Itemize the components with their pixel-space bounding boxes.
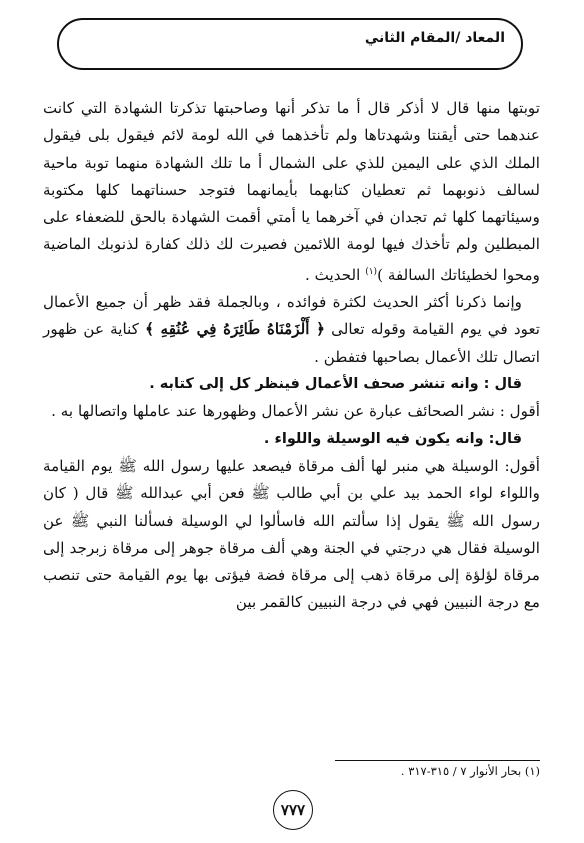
page-number: ٧٧٧ [273, 790, 313, 830]
header-frame [57, 18, 523, 70]
body-text [43, 95, 540, 617]
paragraph-1-text: توبتها منها قال لا أذكر قال أ ما تذكر أنها وصاحبتها تذكرتا الشهادة التي كانت عندهما حتى أيقنتا وشهدتاها ولم تأخذهما في الله لومة لائم فيقول بلى فيقول الملك الذي على اليمين للذي على الشمال أ ما تلك الشهادة منهما توبة ماحية لسالف ذنوبهما ثم تعطيان كتابهما بأيمانهما فتوجد حسناتهما كلها مكتوبة وسيئاتهما كلها ثم تجدان في آخرهما يا أمتي أقمت الشهادة بالحق للضعفاء على المبطلين ولم تأخذك فيها لومة اللائمين فصيرت لك ذلك كفارة لذنوبك الماضية ومحوا لخطيئاتك السالفة ) [43, 99, 540, 284]
statement-2: قال: وانه يكون فيه الوسيلة واللواء . [263, 430, 522, 447]
paragraph-2-text-a: وإنما ذكرنا أكثر الحديث لكثرة فوائده ، وبالجملة فقد ظهر أن جميع الأعمال تعود في يوم القيامة وقوله تعالى [43, 293, 540, 339]
footnote-marker: (١) [365, 266, 378, 277]
footnote-divider [335, 760, 540, 761]
quran-verse: ﴿ أَلْزَمْنَاهُ طَائِرَهُ فِي عُنُقِهِ ﴾ [145, 320, 325, 339]
paragraph-1-end: الحديث . [304, 265, 361, 284]
paragraph-4: أقول: الوسيلة هي منبر لها ألف مرقاة فيصعد عليها رسول الله ﷺ يوم القيامة واللواء لواء الحمد بيد علي بن أبي طالب ﷺ فعن أبي عبدالله ﷺ قال ( كان رسول الله ﷺ يقول إذا سألتم الله فاسألوا لي الوسيلة فسألنا النبي ﷺ عن الوسيلة فقال هي درجتي في الجنة وهي ألف مرقاة جوهر إلى مرقاة زبرجد إلى مرقاة لؤلؤة إلى مرقاة ذهب إلى مرقاة فضة فيؤتى بها يوم القيامة حتى تنصب مع درجة النبيين فهي في درجة النبيين كالقمر بين [43, 456, 540, 612]
paragraph-2 [43, 289, 540, 371]
statement-1: قال : وانه تنشر صحف الأعمال فينظر كل إلى كتابه . [149, 376, 522, 393]
footnote: (١) بحار الأنوار ٧ / ٣١٥-٣١٧ . [400, 764, 540, 778]
paragraph-2-text-b: كناية عن ظهور اتصال تلك الأعمال بصاحبها فتفطن . [43, 320, 540, 366]
paragraph-3: أقول : نشر الصحائف عبارة عن نشر الأعمال وظهورها عند عاملها واتصالها به . [51, 402, 540, 421]
paragraph-1 [43, 95, 540, 289]
running-header: المعاد /المقام الثاني [364, 30, 505, 46]
